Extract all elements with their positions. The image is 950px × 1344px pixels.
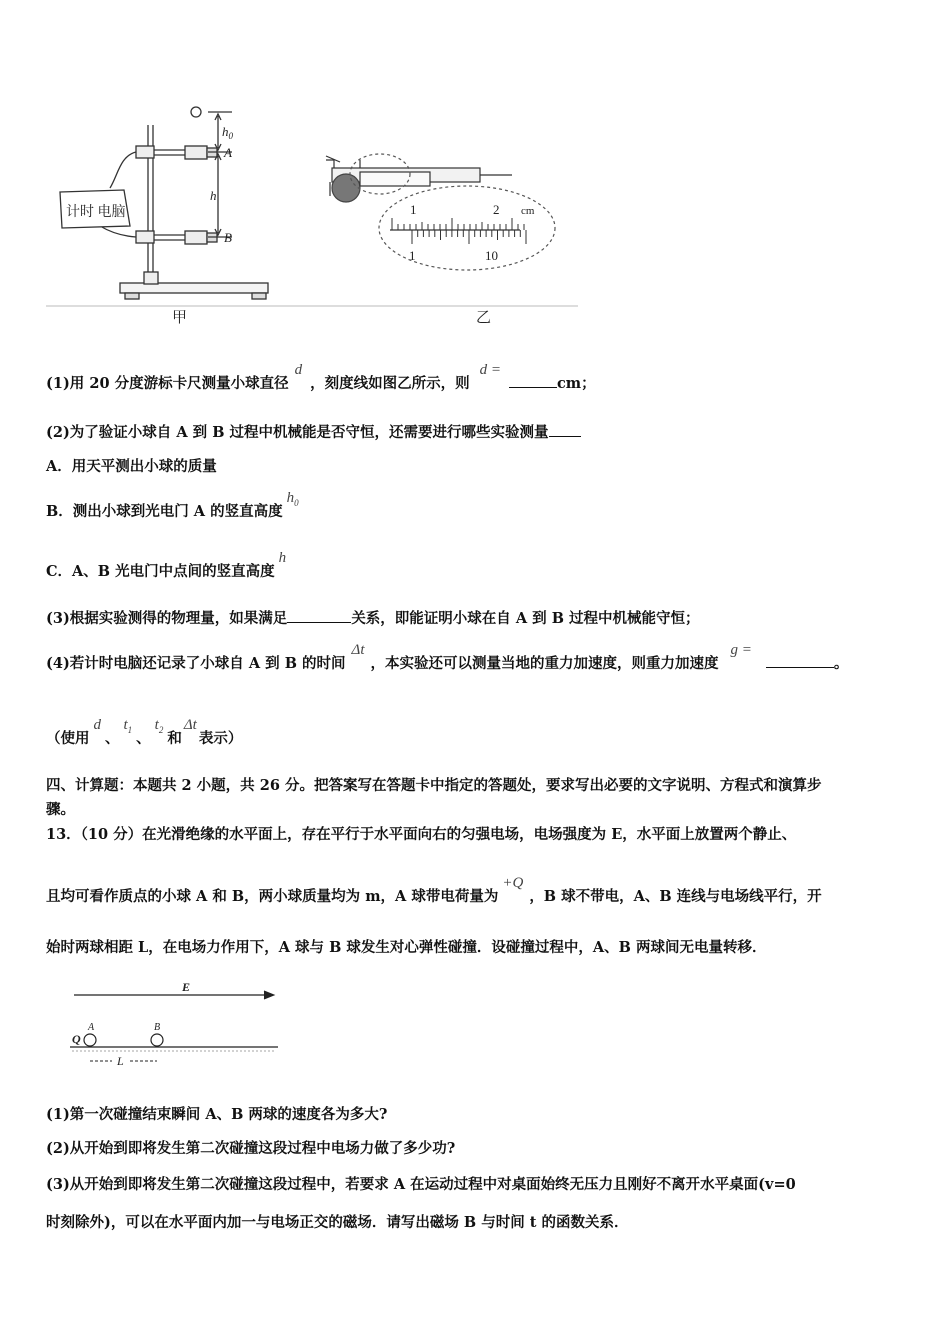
- marker-h: h: [210, 188, 217, 203]
- eq-g: g =: [730, 642, 752, 658]
- section-4-heading-line2: 骤。: [46, 801, 75, 818]
- problem-13-q3-line1: (3)从开始到即将发生第二次碰撞这段过程中，若要求 A 在运动过程中对桌面始终无压力且刚好不离开水平桌面(v=0: [46, 1176, 796, 1193]
- var-d: d: [294, 362, 303, 378]
- experiment-figure: [0, 0, 950, 330]
- stand-apparatus: [60, 107, 268, 299]
- caliper-scale-2: 2: [493, 202, 500, 217]
- label-A: A: [88, 1022, 95, 1033]
- caliper-scale-1: 1: [410, 202, 417, 217]
- var-h0: $h_0$: [286, 490, 299, 508]
- question-4-note: （使用d、$t_1$ 、$t_2$ 和Δt表示）: [46, 717, 243, 747]
- marker-B: B: [224, 230, 232, 245]
- option-c: C．A、B 光电门中点间的竖直高度h: [46, 550, 287, 580]
- field-figure: [60, 975, 300, 1075]
- field-arrow-head: [264, 991, 274, 999]
- computer-label: 计时 电脑: [66, 205, 126, 220]
- option-b: B．测出小球到光电门 A 的竖直高度$h_0$: [46, 490, 299, 520]
- label-Q: Q: [72, 1032, 81, 1046]
- figure-label-yi: 乙: [476, 308, 492, 326]
- charge-plus-q: +Q: [502, 875, 524, 891]
- problem-13-line3: 始时两球相距 L，在电场力作用下，A 球与 B 球发生对心弹性碰撞．设碰撞过程中，A、B 两球间无电量转移．: [46, 939, 767, 956]
- vernier-ticks: [392, 218, 526, 244]
- marker-h0: $h_0$: [222, 124, 233, 141]
- problem-13-line1: 13．（10 分）在光滑绝缘的水平面上，存在平行于水平面向右的匀强电场，电场强度为 E，水平面上放置两个静止、: [46, 826, 797, 843]
- section-4-heading-line1: 四、计算题：本题共 2 小题，共 26 分。把答案写在答题卡中指定的答题处，要求写出必要的文字说明、方程式和演算步: [46, 777, 822, 794]
- problem-13-q2: (2)从开始到即将发生第二次碰撞这段过程中电场力做了多少功?: [46, 1140, 456, 1157]
- problem-13-q3-line2: 时刻除外)，可以在水平面内加一与电场正交的磁场．请写出磁场 B 与时间 t 的函数关系．: [46, 1214, 629, 1231]
- ball-A: [84, 1034, 96, 1046]
- marker-A: A: [224, 145, 232, 160]
- vernier-1: 1: [409, 248, 416, 263]
- caliper-unit: cm: [521, 205, 535, 217]
- var-h: h: [278, 550, 287, 566]
- question-4: (4)若计时电脑还记录了小球自 A 到 B 的时间Δt，本实验还可以测量当地的重力加速度，则重力加速度g =。: [46, 642, 849, 672]
- problem-13-q1: (1)第一次碰撞结束瞬间 A、B 两球的速度各为多大?: [46, 1106, 388, 1123]
- ball-B: [151, 1034, 163, 1046]
- eq-d: d =: [479, 362, 501, 378]
- question-3: (3)根据实验测得的物理量，如果满足 关系，即能证明小球在自 A 到 B 过程中机械能守恒；: [46, 610, 700, 627]
- answer-blank-q3[interactable]: [287, 622, 351, 623]
- option-a: A．用天平测出小球的质量: [46, 458, 217, 475]
- question-1: (1)用 20 分度游标卡尺测量小球直径d，刻度线如图乙所示，则d =cm；: [46, 362, 596, 392]
- label-L: L: [117, 1054, 124, 1068]
- answer-blank-q2[interactable]: [549, 436, 581, 437]
- vernier-10: 10: [485, 248, 498, 263]
- answer-blank-g[interactable]: [766, 667, 834, 668]
- question-2: (2)为了验证小球自 A 到 B 过程中机械能是否守恒，还需要进行哪些实验测量: [46, 421, 581, 442]
- problem-13-line2: 且均可看作质点的小球 A 和 B，两小球质量均为 m，A 球带电荷量为+Q，B 球不带电，A、B 连线与电场线平行，开: [46, 875, 822, 905]
- figure-label-jia: 甲: [172, 308, 188, 326]
- label-B: B: [154, 1022, 161, 1033]
- answer-blank-d[interactable]: [509, 387, 557, 388]
- field-label-E: E: [182, 980, 191, 994]
- var-delta-t: Δt: [351, 642, 365, 658]
